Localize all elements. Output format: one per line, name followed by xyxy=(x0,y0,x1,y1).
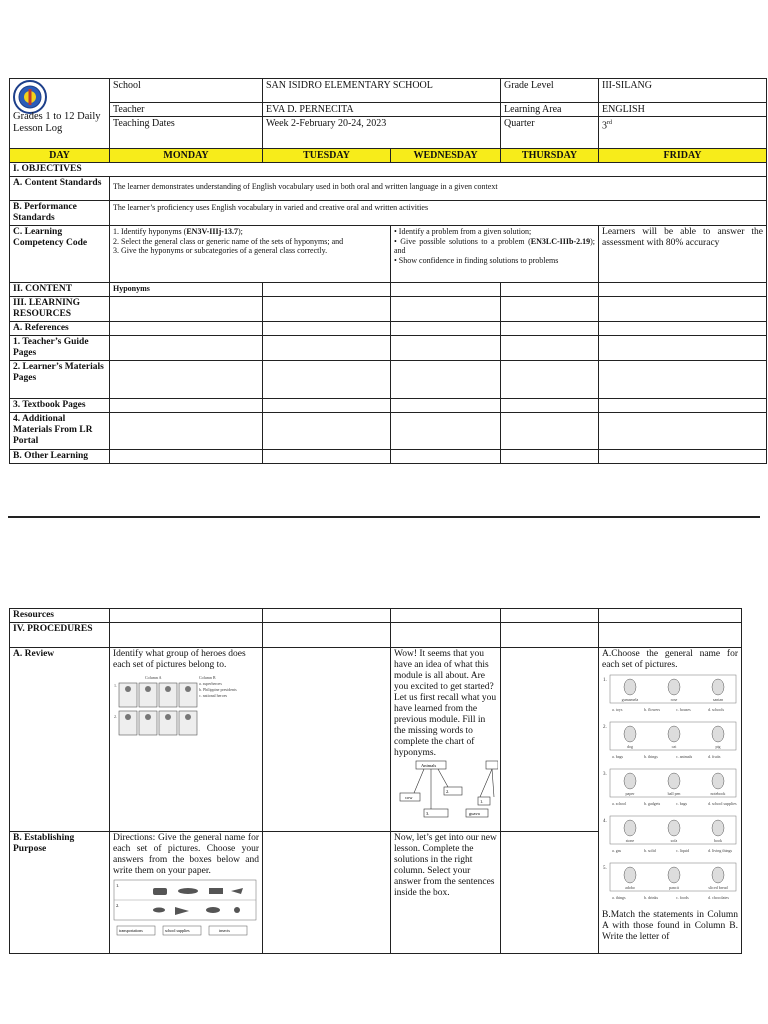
choice-option: d. chocolates xyxy=(708,895,729,900)
hyponym-chart-figure xyxy=(394,759,498,819)
choice-picture-label: book xyxy=(714,838,722,843)
choice-option: b. flowers xyxy=(644,707,660,712)
quarter-value: 3rd xyxy=(599,117,767,149)
thursday-header: THURSDAY xyxy=(501,149,599,163)
choice-option: d. fruits xyxy=(708,754,721,759)
form-title-cell xyxy=(10,79,110,149)
choice-picture-label: notebook xyxy=(710,791,726,796)
choice-picture-label: ball pen xyxy=(667,791,681,796)
choice-picture xyxy=(624,773,636,789)
review-wednesday xyxy=(391,648,501,832)
chart-root-label: Animals xyxy=(421,763,437,768)
choice-item-number: 1. xyxy=(603,678,607,683)
page-divider xyxy=(8,516,760,518)
teachers-guide-label: 1. Teacher’s Guide Pages xyxy=(10,336,110,361)
choice-option: d. schools xyxy=(708,707,724,712)
content-standards-text: The learner demonstrates understanding of English vocabulary used in both oral and written language in a given context xyxy=(110,177,767,201)
learning-area-value: ENGLISH xyxy=(599,103,767,117)
review-monday xyxy=(110,648,263,832)
other-learning-label: B. Other Learning xyxy=(10,450,110,464)
heroes-picture-figure xyxy=(113,673,253,737)
choice-picture xyxy=(668,773,680,789)
fig2-num-1: 1. xyxy=(116,883,120,888)
textbook-pages-label: 3. Textbook Pages xyxy=(10,399,110,413)
school-label: School xyxy=(110,79,263,103)
choice-picture xyxy=(624,820,636,836)
choice-picture-label: cat xyxy=(671,744,677,749)
choice-option: d. living things xyxy=(708,848,733,853)
monday-header: MONDAY xyxy=(110,149,263,163)
choice-picture xyxy=(668,867,680,883)
establishing-wednesday: Now, let’s get into our new lesson. Complete the solutions in the right column. Select your answer from the sentences inside the box. xyxy=(391,832,501,954)
friday-choice-figure xyxy=(602,673,738,909)
fig-option-a: a. superheroes xyxy=(199,681,222,686)
competency-item-3: 3. Give the hyponyms or subcategories of a general class correctly. xyxy=(113,246,328,255)
choice-picture xyxy=(668,726,680,742)
competency-friday: Learners will be able to answer the assessment with 80% accuracy xyxy=(599,226,767,283)
procedures-heading: IV. PROCEDURES xyxy=(10,623,110,648)
choice-option: c. foods xyxy=(676,895,689,900)
competency-wed-item-2: • Give possible solutions to a problem (EN3LC-IIIb-2.19); and xyxy=(394,236,596,255)
teaching-dates-label: Teaching Dates xyxy=(110,117,263,149)
choice-picture xyxy=(712,867,724,883)
friday-header: FRIDAY xyxy=(599,149,767,163)
choice-picture xyxy=(624,867,636,883)
choice-item-number: 3. xyxy=(603,772,607,777)
learners-materials-label: 2. Learner’s Materials Pages xyxy=(10,361,110,399)
choice-option: a. things xyxy=(612,895,626,900)
day-col-header: DAY xyxy=(10,149,110,163)
content-value: Hyponyms xyxy=(110,283,263,297)
form-title: Grades 1 to 12 Daily Lesson Log xyxy=(13,111,101,134)
review-friday-text: A.Choose the general name for each set of pictures. xyxy=(602,649,738,670)
competency-wed-item-3: • Show confidence in finding solutions to problems xyxy=(394,255,559,265)
choice-picture-label: pig xyxy=(715,744,721,749)
learning-resources-heading: III. LEARNING RESOURCES xyxy=(10,297,110,322)
content-standards-label: A. Content Standards xyxy=(10,177,110,201)
chart-leaf-2: 2. xyxy=(446,789,450,794)
fig-column-a: Column A xyxy=(145,675,162,680)
objectives-heading: I. OBJECTIVES xyxy=(10,163,767,177)
wednesday-header: WEDNESDAY xyxy=(391,149,501,163)
dll-bottom-table xyxy=(9,608,742,954)
performance-standards-text: The learner’s proficiency uses English vocabulary in varied and creative oral and written activities xyxy=(110,201,767,226)
establishing-purpose-label: B. Establishing Purpose xyxy=(10,832,110,954)
general-name-figure xyxy=(113,879,257,937)
competency-monday xyxy=(110,226,391,283)
establishing-monday-text: Directions: Give the general name for each set of pictures. Choose your answers from the boxes below and write them on your paper. xyxy=(113,833,259,876)
chart-leaf-1: 1. xyxy=(480,799,484,804)
choice-picture-label: dog xyxy=(627,744,633,749)
choice-picture xyxy=(624,679,636,695)
learning-area-label: Learning Area xyxy=(501,103,599,117)
review-label: A. Review xyxy=(10,648,110,832)
day-header-row xyxy=(10,149,767,163)
choice-option: c. liquid xyxy=(676,848,690,853)
teacher-value: EVA D. PERNECITA xyxy=(263,103,501,117)
chart-leaf-guava: guava xyxy=(469,811,480,816)
references-label: A. References xyxy=(10,322,110,336)
choice-picture xyxy=(712,773,724,789)
choice-item-number: 2. xyxy=(603,725,607,730)
choice-option: a. toys xyxy=(612,707,623,712)
choice-picture xyxy=(712,679,724,695)
fig-num-1: 1. xyxy=(114,683,117,688)
choice-picture xyxy=(624,726,636,742)
fig-option-b: b. Philippine presidents xyxy=(199,687,237,692)
competency-item-2: 2. Select the general class or generic name of the sets of hyponyms; and xyxy=(113,236,344,246)
establishing-monday xyxy=(110,832,263,954)
choice-picture-label: stone xyxy=(625,838,635,843)
choice-picture-label: santan xyxy=(712,697,724,702)
choice-option: a. bags xyxy=(612,754,624,759)
choice-option: b. gadgets xyxy=(644,801,661,806)
review-friday xyxy=(599,648,742,954)
choice-option: c. bags xyxy=(676,801,688,806)
fig2-box-insects: insects xyxy=(219,928,230,933)
chart-leaf-cow: cow xyxy=(405,795,413,800)
grade-level-label: Grade Level xyxy=(501,79,599,103)
review-friday-b-text: B.Match the statements in Column A with those found in Column B. Write the letter of xyxy=(602,910,738,942)
teacher-label: Teacher xyxy=(110,103,263,117)
resources-continued-label: Resources xyxy=(10,609,110,623)
teaching-dates-value: Week 2-February 20-24, 2023 xyxy=(263,117,501,149)
grade-level-value: III-SILANG xyxy=(599,79,767,103)
fig-num-2: 2. xyxy=(114,714,117,719)
content-label: II. CONTENT xyxy=(10,283,110,297)
choice-picture xyxy=(668,679,680,695)
choice-option: a. school xyxy=(612,801,627,806)
competency-wed-item-1: • Identify a problem from a given solution; xyxy=(394,227,532,236)
choice-picture-label: rose xyxy=(670,697,678,702)
review-wednesday-text: Wow! It seems that you have an idea of what this module is all about. Are you excited to get started? Let us first recall what you have learned from the previous module. Fill in the missing words to complete the chart of hyponyms. xyxy=(394,649,497,758)
choice-picture-label: sliced bread xyxy=(708,885,728,890)
choice-picture-label: gumamela xyxy=(621,697,639,702)
competency-label: C. Learning Competency Code xyxy=(10,226,110,283)
choice-item-number: 4. xyxy=(603,819,607,824)
choice-option: b. things xyxy=(644,754,658,759)
choice-picture xyxy=(712,726,724,742)
choice-option: a. gas xyxy=(612,848,622,853)
performance-standards-label: B. Performance Standards xyxy=(10,201,110,226)
tuesday-header: TUESDAY xyxy=(263,149,391,163)
choice-picture-label: paper xyxy=(625,791,635,796)
choice-option: c. houses xyxy=(676,707,691,712)
choice-picture-label: pancit xyxy=(669,885,679,890)
choice-option: b. solid xyxy=(644,848,656,853)
choice-picture xyxy=(712,820,724,836)
fig-column-b: Column B xyxy=(199,675,216,680)
fig2-num-2: 2. xyxy=(116,903,120,908)
dll-top-table xyxy=(9,78,767,464)
school-value: SAN ISIDRO ELEMENTARY SCHOOL xyxy=(263,79,501,103)
additional-materials-label: 4. Additional Materials From LR Portal xyxy=(10,413,110,450)
chart-leaf-3: 3. xyxy=(426,811,430,816)
competency-item-1: 1. Identify hyponyms (EN3V-IIIj-13.7); xyxy=(113,227,243,236)
choice-item-number: 5. xyxy=(603,866,607,871)
choice-option: b. drinks xyxy=(644,895,658,900)
fig-option-c: c. national heroes xyxy=(199,693,228,698)
choice-option: d. school supplies xyxy=(708,801,737,806)
fig2-box-school-supplies: school supplies xyxy=(165,928,190,933)
quarter-label: Quarter xyxy=(501,117,599,149)
choice-picture-label: adobo xyxy=(625,885,635,890)
choice-picture-label: sofa xyxy=(670,838,678,843)
choice-option: c. animals xyxy=(676,754,693,759)
fig2-box-transportations: transportations xyxy=(119,928,143,933)
competency-wednesday xyxy=(391,226,599,283)
review-monday-text: Identify what group of heroes does each set of pictures belong to. xyxy=(113,649,246,670)
choice-picture xyxy=(668,820,680,836)
